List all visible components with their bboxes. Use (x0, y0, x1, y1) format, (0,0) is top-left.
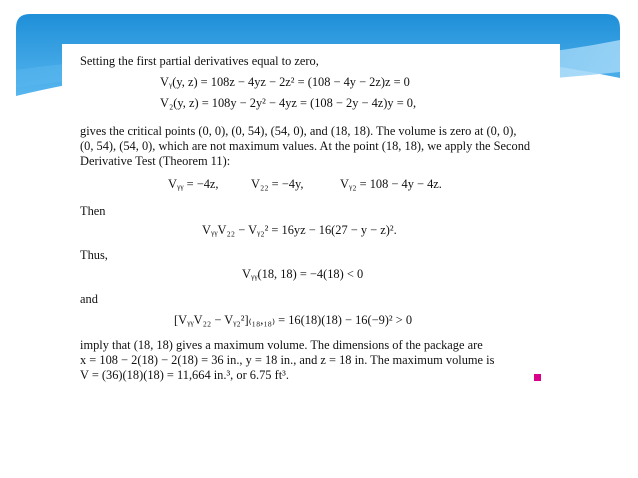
equation-vyy-at-point: Vᵧᵧ(18, 18) = −4(18) < 0 (242, 267, 364, 281)
critical-points-line-3: Derivative Test (Theorem 11): (80, 154, 231, 168)
equation-vz: V₂(y, z) = 108y − 2y² − 4yz = (108 − 2y − 4z)y = 0, (160, 96, 417, 110)
and-label: and (80, 292, 98, 306)
end-of-proof-marker (534, 374, 541, 381)
conclusion-line-3: V = (36)(18)(18) = 11,664 in.³, or 6.75 ft³. (80, 368, 289, 382)
then-label: Then (80, 204, 106, 218)
intro-text: Setting the first partial derivatives equal to zero, (80, 54, 319, 68)
critical-points-line-1: gives the critical points (0, 0), (0, 54), (54, 0), and (18, 18). The volume is zero at (0, 0), (80, 124, 517, 138)
equation-determinant-at-point: [VᵧᵧV₂₂ − Vᵧ₂²]₍₁₈,₁₈₎ = 16(18)(18) − 16(−9)² > 0 (174, 313, 413, 327)
textbook-excerpt (62, 44, 560, 392)
conclusion-line-1: imply that (18, 18) gives a maximum volume. The dimensions of the package are (80, 338, 483, 352)
critical-points-line-2: (0, 54), (54, 0), which are not maximum values. At the point (18, 18), we apply the Second (80, 139, 531, 153)
equation-vy: Vᵧ(y, z) = 108z − 4yz − 2z² = (108 − 4y − 2z)z = 0 (160, 75, 410, 89)
equation-hessian: VᵧᵧV₂₂ − Vᵧ₂² = 16yz − 16(27 − y − z)². (202, 223, 397, 237)
second-deriv-vyy: Vᵧᵧ = −4z, (168, 177, 219, 191)
thus-label: Thus, (80, 248, 108, 262)
second-deriv-vzz: V₂₂ = −4y, (251, 177, 304, 191)
second-deriv-vyz: Vᵧ₂ = 108 − 4y − 4z. (340, 177, 442, 191)
conclusion-line-2: x = 108 − 2(18) − 2(18) = 36 in., y = 18 in., and z = 18 in. The maximum volume is (80, 353, 495, 367)
